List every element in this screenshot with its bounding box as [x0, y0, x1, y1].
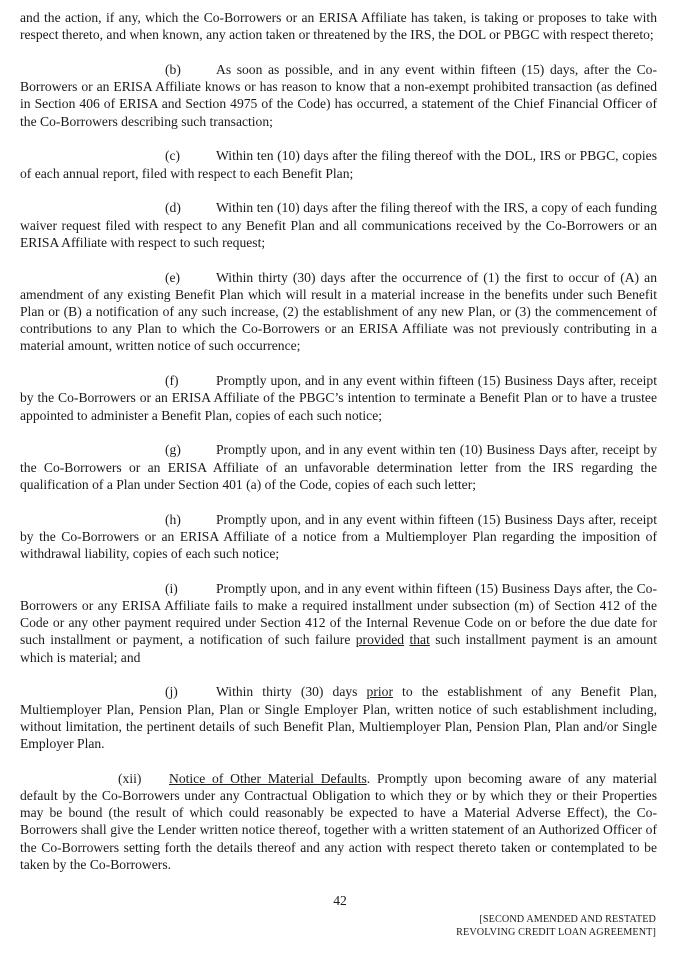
paragraph-f	[20, 372, 657, 424]
paragraph-h-label: (h)	[165, 511, 181, 527]
section-heading: Notice of Other Material Defaults	[169, 770, 367, 786]
that-term: that	[409, 632, 430, 648]
prior-term: prior	[366, 684, 393, 700]
footer-line-1: [SECOND AMENDED AND RESTATED	[479, 914, 656, 925]
paragraph-f-text: Promptly upon, and in any event within fifteen (15) Business Days after, receipt by the Co-Borrowers or an ERISA Affiliate of the PBGC’s intention to terminate a Benefit Plan or to have a trustee appointed to administer a Benefit Plan, copies of each such notice;	[20, 373, 657, 423]
paragraph-j-text-end: to the establishment of any Benefit Plan, Multiemployer Plan, Pension Plan, Plan or Single Employer Plan, written notice of such establishment including, without limitation, the pertinent details of such Benefit Plan, Multiemployer Plan, Pension Plan, Plan and/or Single Employer Plan.	[20, 684, 657, 752]
paragraph-f-label: (f)	[165, 373, 179, 389]
paragraph-c-label: (c)	[165, 148, 181, 164]
paragraph-d	[20, 199, 657, 251]
provided-term: provided	[355, 632, 405, 648]
paragraph-i-text: Promptly upon, and in any event within fifteen (15) Business Days after, the Co-Borrowers or any ERISA Affiliate fails to make a required installment under subsection (m) of Section 412 of the Code or any other payment required under Section 412 of the Internal Revenue Code on or before the due date for such installment or payment, a notification of such failure	[20, 580, 657, 648]
paragraph-g	[20, 441, 657, 493]
paragraph-d-label: (d)	[165, 200, 181, 216]
paragraph-xii-text: . Promptly upon becoming aware of any material default by the Co-Borrowers under any Contractual Obligation to which they or by which they or their Properties may be bound (the result of which could reasonably be expected to have a Material Adverse Effect), the Co-Borrowers shall give the Lender written notice thereof, together with a written statement of an Authorized Officer of the Co-Borrowers setting forth the details thereof and any action with respect thereto taken or contemplated to be taken by the Co-Borrowers.	[20, 770, 658, 872]
paragraph-e	[20, 269, 657, 355]
paragraph-b	[20, 61, 657, 130]
document-body	[20, 9, 657, 891]
paragraph-xii	[20, 770, 657, 873]
page-number: 42	[333, 893, 347, 908]
paragraph-d-text: Within ten (10) days after the filing thereof with the IRS, a copy of each funding waiver request filed with respect to any Benefit Plan and all communications received by the Co-Borrowers or an ERISA Affiliate with respect to such request;	[20, 200, 657, 250]
paragraph-i-label: (i)	[165, 580, 178, 596]
paragraph-intro	[20, 9, 657, 43]
paragraph-intro-text: and the action, if any, which the Co-Borrowers or an ERISA Affiliate has taken, is taking or proposes to take with respect thereto, and when known, any action taken or threatened by the IRS, the DOL or PBGC with respect thereto;	[20, 10, 657, 43]
paragraph-e-label: (e)	[165, 269, 181, 285]
paragraph-j-label: (j)	[165, 684, 178, 700]
paragraph-h-text: Promptly upon, and in any event within fifteen (15) Business Days after, receipt by the Co-Borrowers or an ERISA Affiliate of a notice from a Multiemployer Plan regarding the imposition of withdrawal liability, copies of each such notice;	[20, 511, 657, 562]
paragraph-i-text-end: such installment payment is an amount which is material; and	[20, 632, 657, 665]
paragraph-b-label: (b)	[165, 62, 181, 77]
footer-line-2: REVOLVING CREDIT LOAN AGREEMENT]	[456, 926, 656, 938]
paragraph-j-text: Within thirty (30) days	[216, 684, 367, 700]
paragraph-c-text: Within ten (10) days after the filing thereof with the DOL, IRS or PBGC, copies of each annual report, filed with respect to each Benefit Plan;	[20, 148, 657, 181]
paragraph-e-text: Within thirty (30) days after the occurrence of (1) the first to occur of (A) an amendment of any existing Benefit Plan which will result in a material increase in the benefits under such Benefit Plan or (B) a notification of any such increase, (2) the establishment of any new Plan, or (3) the commencement of contributions to any Plan to which the Co-Borrowers or an ERISA Affiliate was not previously contributing in a material amount, written notice of such occurrence;	[20, 269, 657, 354]
paragraph-h	[20, 511, 657, 563]
paragraph-g-text: Promptly upon, and in any event within ten (10) Business Days after, receipt by the Co-Borrowers or an ERISA Affiliate of an unfavorable determination letter from the IRS regarding the qualification of a Plan under Section 401 (a) of the Code, copies of each such letter;	[20, 442, 657, 492]
paragraph-xii-label: (xii)	[118, 770, 142, 786]
paragraph-g-label: (g)	[165, 442, 181, 458]
paragraph-i	[20, 580, 657, 666]
paragraph-c	[20, 147, 657, 181]
document-footer	[456, 914, 656, 939]
paragraph-j	[20, 683, 657, 752]
paragraph-b-text: As soon as possible, and in any event within fifteen (15) days, after the Co-Borrowers or an ERISA Affiliate knows or has reason to know that a non-exempt prohibited transaction (as defined in Section 406 of ERISA and Section 4975 of the Code) has occurred, a statement of the Chief Financial Officer of the Co-Borrowers describing such transaction;	[20, 62, 657, 129]
